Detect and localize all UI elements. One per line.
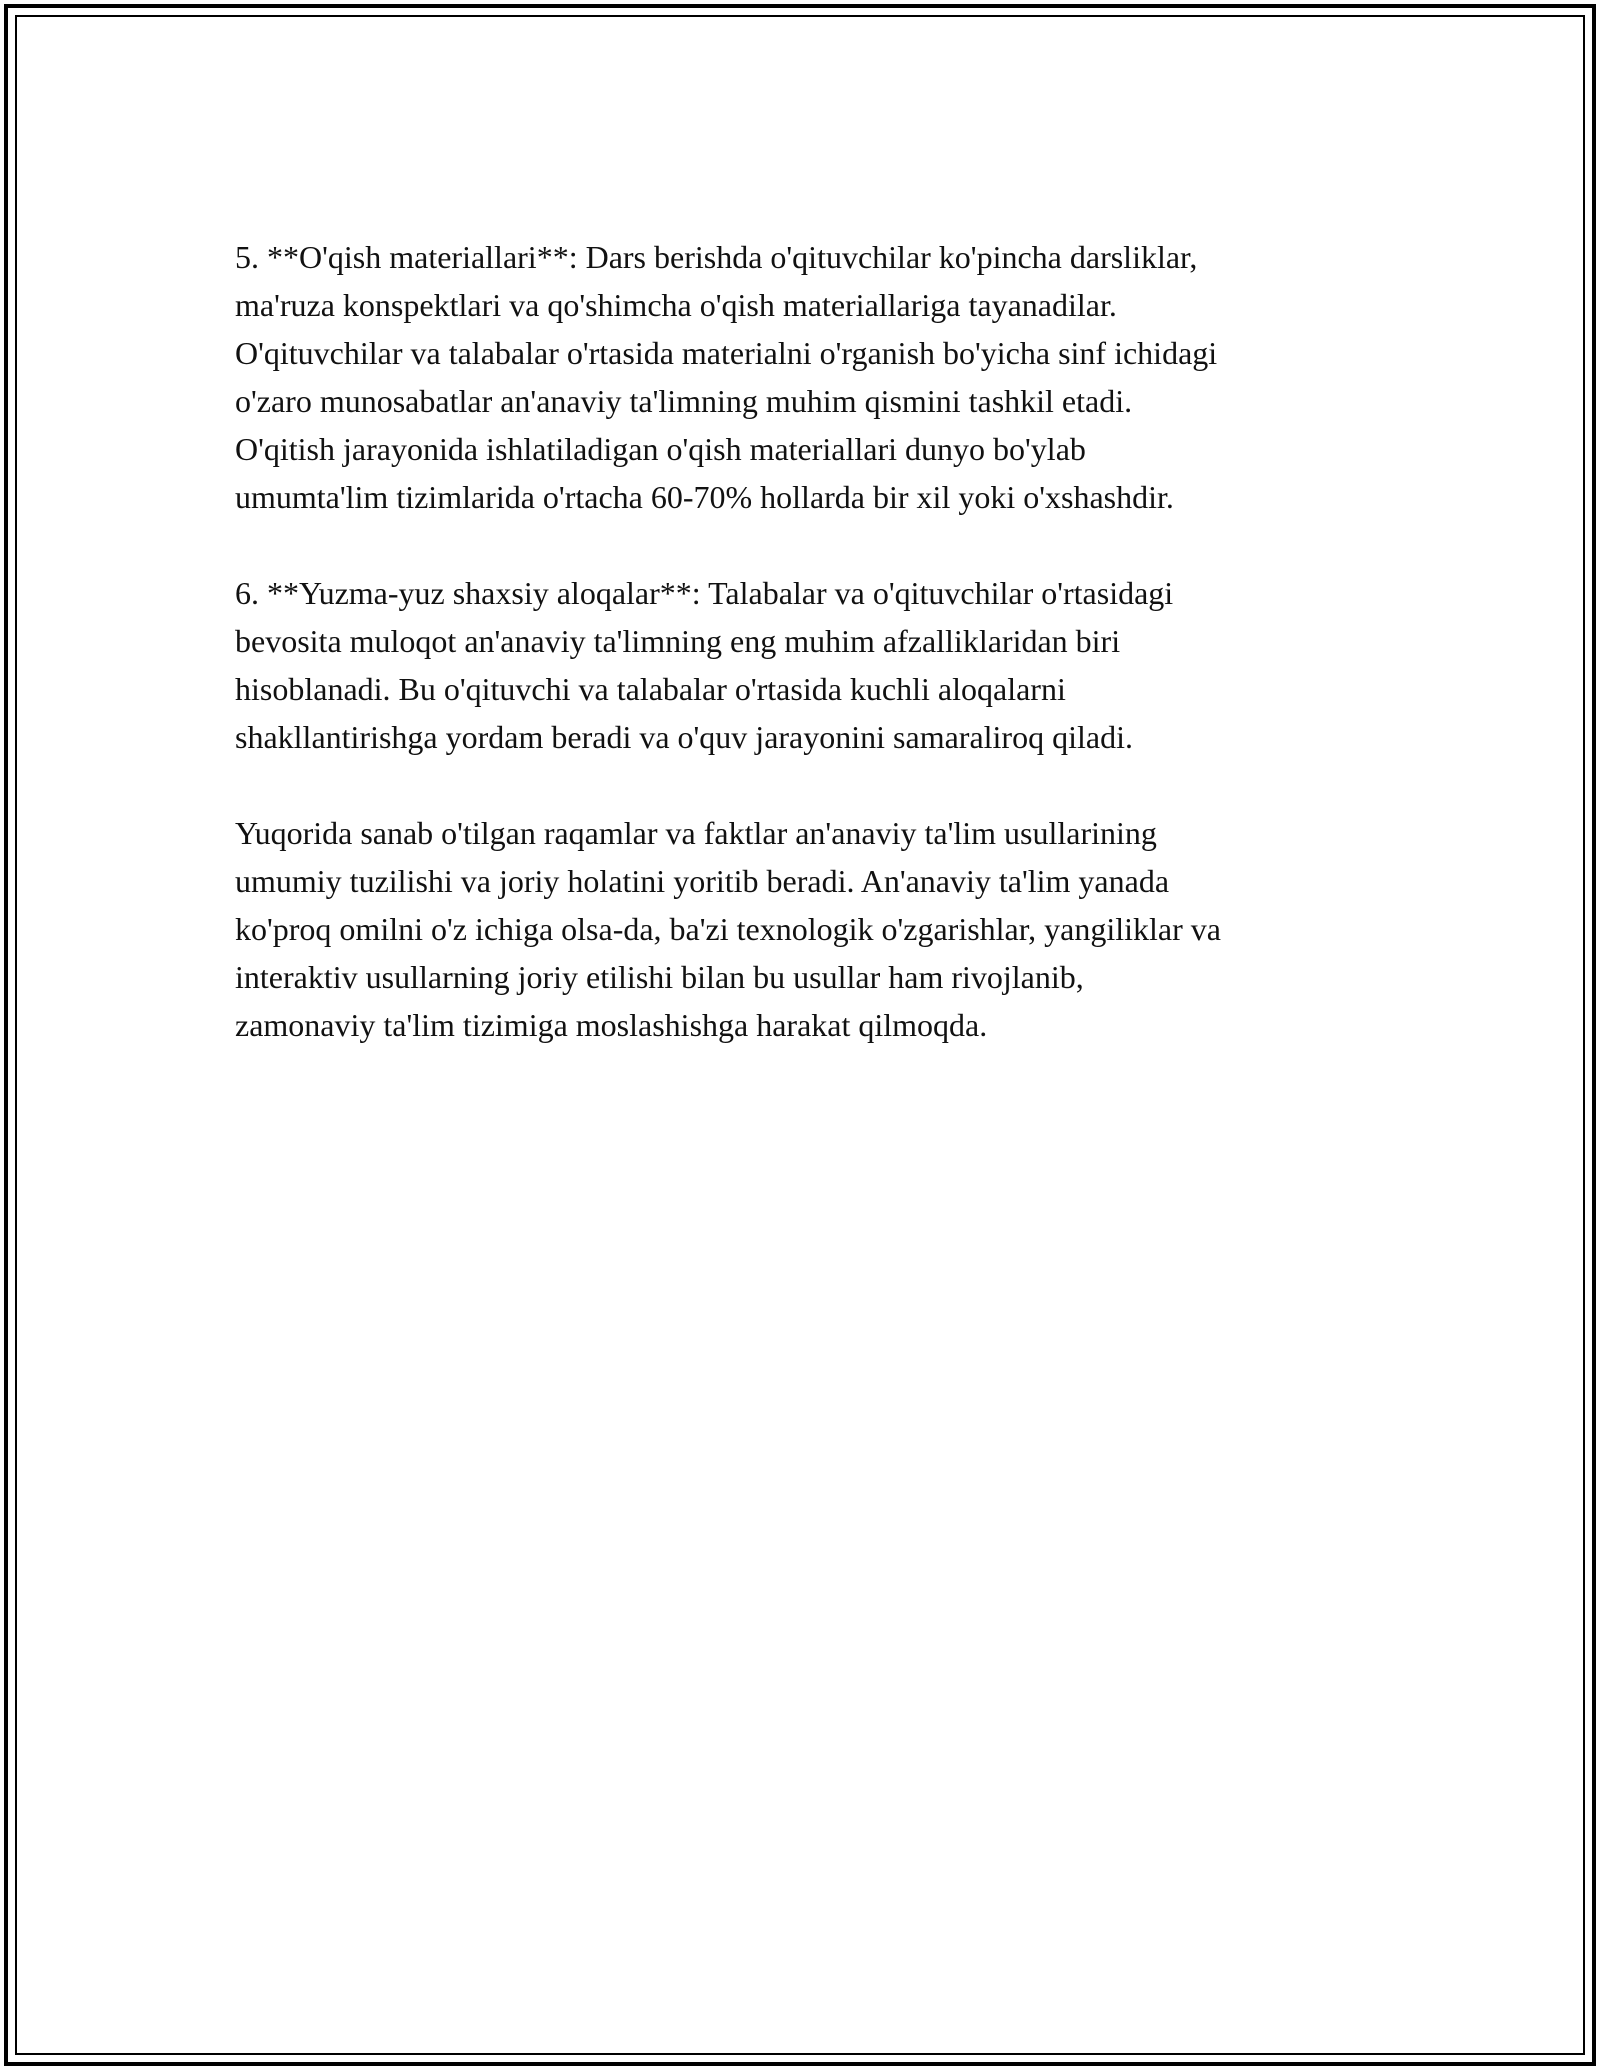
text-line: umumta'lim tizimlarida o'rtacha 60-70% hollarda bir xil yoki o'xshashdir. bbox=[235, 479, 1174, 515]
text-line: O'qitish jarayonida ishlatiladigan o'qish materiallari dunyo bo'ylab bbox=[235, 431, 1086, 467]
text-line: O'qituvchilar va talabalar o'rtasida materialni o'rganish bo'yicha sinf ichidagi bbox=[235, 335, 1218, 371]
text-line: ma'ruza konspektlari va qo'shimcha o'qish materiallariga tayanadilar. bbox=[235, 287, 1117, 323]
text-line: hisoblanadi. Bu o'qituvchi va talabalar o'rtasida kuchli aloqalarni bbox=[235, 671, 1066, 707]
paragraph-reading-materials bbox=[235, 233, 1375, 521]
text-line: interaktiv usullarning joriy etilishi bilan bu usullar ham rivojlanib, bbox=[235, 959, 1084, 995]
text-line: zamonaviy ta'lim tizimiga moslashishga harakat qilmoqda. bbox=[235, 1007, 988, 1043]
text-line: bevosita muloqot an'anaviy ta'limning eng muhim afzalliklaridan biri bbox=[235, 623, 1121, 659]
text-line: 5. **O'qish materiallari**: Dars berishda o'qituvchilar ko'pincha darsliklar, bbox=[235, 239, 1198, 275]
text-line: umumiy tuzilishi va joriy holatini yoritib beradi. An'anaviy ta'lim yanada bbox=[235, 863, 1170, 899]
text-line: shakllantirishga yordam beradi va o'quv jarayonini samaraliroq qiladi. bbox=[235, 719, 1133, 755]
text-line: ko'proq omilni o'z ichiga olsa-da, ba'zi texnologik o'zgarishlar, yangiliklar va bbox=[235, 911, 1221, 947]
text-line: o'zaro munosabatlar an'anaviy ta'limning muhim qismini tashkil etadi. bbox=[235, 383, 1133, 419]
paragraph-conclusion bbox=[235, 809, 1375, 1049]
document-body bbox=[235, 233, 1375, 1097]
text-line: Yuqorida sanab o'tilgan raqamlar va faktlar an'anaviy ta'lim usullarining bbox=[235, 815, 1157, 851]
paragraph-face-to-face bbox=[235, 569, 1375, 761]
text-line: 6. **Yuzma-yuz shaxsiy aloqalar**: Talabalar va o'qituvchilar o'rtasidagi bbox=[235, 575, 1174, 611]
